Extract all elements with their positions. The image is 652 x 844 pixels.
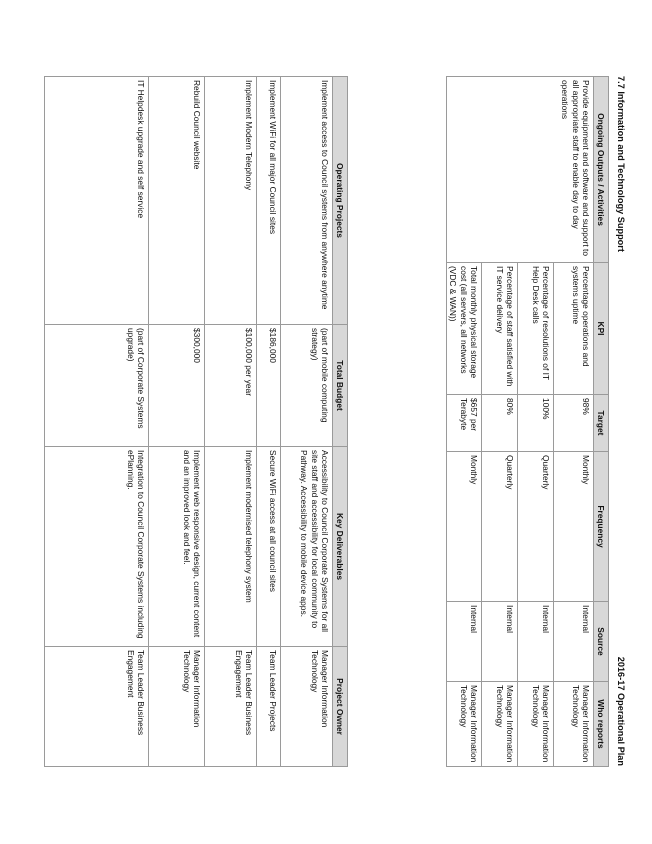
table-header-row <box>593 77 608 767</box>
page-header <box>612 76 626 766</box>
table-row <box>280 77 332 767</box>
project-cell: Implement access to Council systems from anywhere anytime <box>280 77 332 325</box>
target-cell: $657 per Terabyte <box>447 395 482 452</box>
kpi-cell: Percentage of staff satisfied with IT service delivery <box>481 263 517 395</box>
deliverables-cell: Secure WiFi access at all council sites <box>256 447 280 647</box>
owner-cell: Manager Information Technology <box>148 647 204 767</box>
budget-cell: (part of Corporate Systems upgrade) <box>44 325 148 447</box>
deliverables-cell: Implement web responsive design, current content and an improved look and feel. <box>148 447 204 647</box>
target-cell: 100% <box>517 395 553 452</box>
frequency-cell: Monthly <box>553 452 593 602</box>
col-header-key-deliverables: Key Deliverables <box>332 447 347 647</box>
who-reports-cell: Manager Information Technology <box>517 682 553 767</box>
project-cell: IT Helpdesk upgrade and self service <box>44 77 148 325</box>
target-cell: 98% <box>553 395 593 452</box>
target-cell: 80% <box>481 395 517 452</box>
kpi-cell: Percentage operations and systems uptime <box>553 263 593 395</box>
table-header-row <box>332 77 347 767</box>
who-reports-cell: Manager Information Technology <box>553 682 593 767</box>
source-cell: Internal <box>481 602 517 682</box>
owner-cell: Team Leader Projects <box>256 647 280 767</box>
frequency-cell: Quarterly <box>517 452 553 602</box>
table-row <box>204 77 256 767</box>
col-header-kpi: KPI <box>593 263 608 395</box>
col-header-total-budget: Total Budget <box>332 325 347 447</box>
section-title: 7.7 Information and Technology Support <box>616 76 626 252</box>
col-header-who-reports: Who reports <box>593 682 608 767</box>
budget-cell: $186,000 <box>256 325 280 447</box>
deliverables-cell: Accessibility to Council Corporate Systems for all site staff and accessibility for local community to Pathway. Accessibility to mobile device apps. <box>280 447 332 647</box>
frequency-cell: Quarterly <box>481 452 517 602</box>
budget-cell: (part of mobile computing strategy) <box>280 325 332 447</box>
source-cell: Internal <box>447 602 482 682</box>
project-cell: Implement WiFi for all major Council sites <box>256 77 280 325</box>
budget-cell: $100,000 per year <box>204 325 256 447</box>
outputs-kpi-table <box>446 76 609 767</box>
table-row <box>256 77 280 767</box>
deliverables-cell: Integration to Council Corporate Systems including ePlanning. <box>44 447 148 647</box>
col-header-project-owner: Project Owner <box>332 647 347 767</box>
budget-cell: $300,000 <box>148 325 204 447</box>
who-reports-cell: Manager Information Technology <box>481 682 517 767</box>
col-header-operating-projects: Operating Projects <box>332 77 347 325</box>
owner-cell: Team Leader Business Engagement <box>44 647 148 767</box>
activity-cell: Provide equipment and software and support to all appropriate staff to enable day to day operations <box>447 77 594 263</box>
project-cell: Rebuild Council website <box>148 77 204 325</box>
who-reports-cell: Manager Information Technology <box>447 682 482 767</box>
kpi-cell: Total monthly physical storage cost (all servers, all networks (VDC & WAN)) <box>447 263 482 395</box>
col-header-frequency: Frequency <box>593 452 608 602</box>
deliverables-cell: Implement modernised telephony system <box>204 447 256 647</box>
plan-title: 2016-17 Operational Plan <box>616 656 626 766</box>
table-row <box>44 77 148 767</box>
col-header-activities: Ongoing Outputs / Activities <box>593 77 608 263</box>
source-cell: Internal <box>517 602 553 682</box>
owner-cell: Team Leader Business Engagement <box>204 647 256 767</box>
owner-cell: Manager Information Technology <box>280 647 332 767</box>
col-header-target: Target <box>593 395 608 452</box>
frequency-cell: Monthly <box>447 452 482 602</box>
source-cell: Internal <box>553 602 593 682</box>
kpi-cell: Percentage of resolutions of IT Help Desk calls <box>517 263 553 395</box>
table-row <box>148 77 204 767</box>
operating-projects-table <box>44 76 348 767</box>
col-header-source: Source <box>593 602 608 682</box>
table-row <box>553 77 593 767</box>
project-cell: Implement Modern Telephony <box>204 77 256 325</box>
